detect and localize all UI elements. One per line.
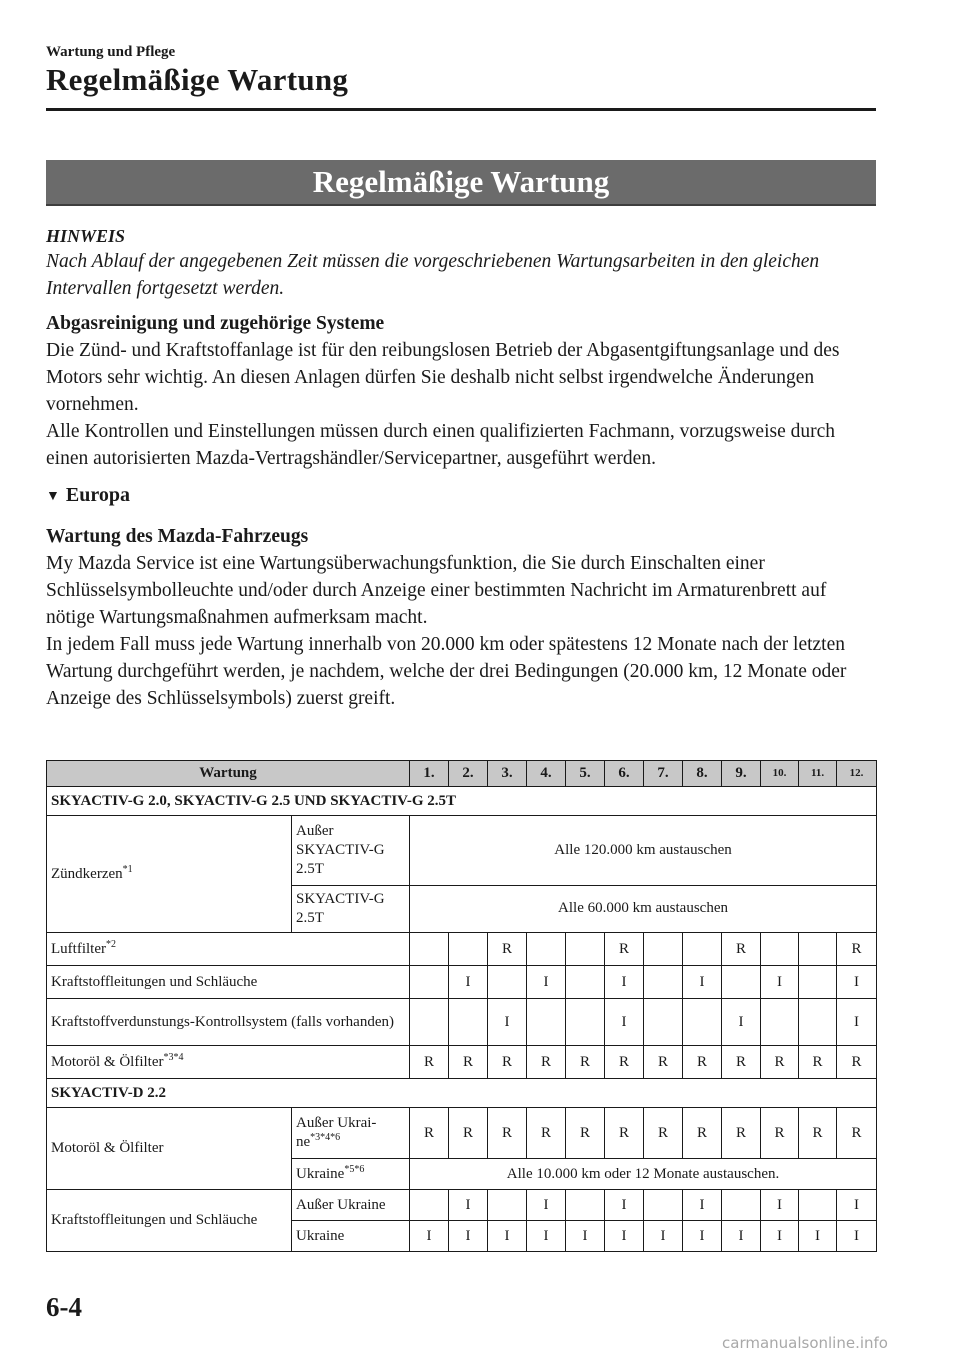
table-cell xyxy=(644,933,683,966)
table-cell xyxy=(410,966,449,999)
table-cell: R xyxy=(449,1046,488,1079)
triangle-down-icon: ▼ xyxy=(46,489,60,504)
table-cell: R xyxy=(527,1108,566,1159)
table-cell: R xyxy=(761,1108,799,1159)
region-label: Europa xyxy=(65,484,130,506)
table-cell: R xyxy=(761,1046,799,1079)
maintenance-table xyxy=(46,760,877,1252)
table-row xyxy=(47,999,877,1046)
footnote-ref: *3*4 xyxy=(163,1051,184,1063)
table-cell: I xyxy=(410,1221,449,1252)
table-cell xyxy=(566,999,605,1046)
footnote-ref: *2 xyxy=(105,938,116,950)
table-cell: I xyxy=(722,1221,761,1252)
table-cell xyxy=(799,1190,837,1221)
table-cell xyxy=(410,933,449,966)
service-heading: Wartung des Mazda-Fahrzeugs xyxy=(46,526,309,547)
table-cell: I xyxy=(605,999,644,1046)
table-cell: R xyxy=(527,1046,566,1079)
note-label: HINWEIS xyxy=(46,226,126,246)
table-cell: R xyxy=(837,1108,877,1159)
table-cell xyxy=(566,1190,605,1221)
table-cell: R xyxy=(605,933,644,966)
sub-label: Ukraine$^{*5*6}$ xyxy=(292,1159,410,1190)
service-paragraph-2: In jedem Fall muss jede Wartung innerhalb von 20.000 km oder spätestens 12 Monate nach der letzten Wartung durchgeführt werden, je nachdem, welche der drei Bedingungen (20.000 km, 12 Monate oder Anzeige des Schlüsselsymbols) zuerst greift. xyxy=(46,634,847,709)
table-cell xyxy=(683,999,722,1046)
chapter-banner: Regelmäßige Wartung xyxy=(46,160,876,206)
table-header-row xyxy=(47,761,877,787)
table-cell xyxy=(527,999,566,1046)
table-cell: R xyxy=(644,1108,683,1159)
page-title: Regelmäßige Wartung xyxy=(46,62,349,97)
table-cell: R xyxy=(605,1046,644,1079)
table-cell: I xyxy=(605,1190,644,1221)
table-cell: R xyxy=(683,1108,722,1159)
table-cell: I xyxy=(799,1221,837,1252)
table-cell xyxy=(644,966,683,999)
row-label-spark-plugs: Zündkerzen$^{*1}$ xyxy=(47,816,292,933)
table-cell xyxy=(761,999,799,1046)
table-row xyxy=(47,966,877,999)
interval-header: 9. xyxy=(722,761,761,787)
table-cell xyxy=(449,999,488,1046)
header-wartung: Wartung xyxy=(47,761,410,787)
table-cell: I xyxy=(761,966,799,999)
row-label-engine-oil: Motoröl & Ölfilter$^{*3*4}$ xyxy=(47,1046,410,1079)
interval-header: 10. xyxy=(761,761,799,787)
table-group-row xyxy=(47,787,877,816)
interval-text: Alle 120.000 km austauschen xyxy=(410,816,877,886)
table-cell: I xyxy=(527,1221,566,1252)
table-cell: I xyxy=(527,1190,566,1221)
table-cell: R xyxy=(488,1108,527,1159)
table-cell xyxy=(527,933,566,966)
table-cell xyxy=(566,966,605,999)
interval-header: 2. xyxy=(449,761,488,787)
table-cell: R xyxy=(799,1108,837,1159)
table-cell: R xyxy=(566,1108,605,1159)
table-cell: I xyxy=(683,1190,722,1221)
emission-paragraph-2: Alle Kontrollen und Einstellungen müssen durch einen qualifizierten Fachmann, vorzugsweise durch einen autorisierten Mazda-Vertragshändler/Servicepartner, ausgeführt werden. xyxy=(46,421,835,469)
row-label-engine-oil-diesel: Motoröl & Ölfilter xyxy=(47,1108,292,1190)
table-cell: I xyxy=(449,1190,488,1221)
table-row xyxy=(47,1046,877,1079)
table-cell: R xyxy=(410,1046,449,1079)
group-label-diesel: SKYACTIV-D 2.2 xyxy=(47,1079,877,1108)
table-cell: I xyxy=(683,1221,722,1252)
interval-header: 11. xyxy=(799,761,837,787)
table-cell: R xyxy=(683,1046,722,1079)
interval-header: 7. xyxy=(644,761,683,787)
service-paragraph-1: My Mazda Service ist eine Wartungsüberwachungsfunktion, die Sie durch Einschalten einer Schlüsselsymbolleuchte und/oder durch Anzeige einer bestimmten Nachricht im Armaturenbrett auf nötige Wartungsmaßnahmen aufmerksam macht. xyxy=(46,553,827,628)
table-cell xyxy=(488,1190,527,1221)
table-cell xyxy=(566,933,605,966)
interval-text: Alle 10.000 km oder 12 Monate austauschen. xyxy=(410,1159,877,1190)
row-label-air-filter: Luftfilter$^{*2}$ xyxy=(47,933,410,966)
table-cell xyxy=(410,999,449,1046)
footnote-ref: *3*4*6 xyxy=(310,1132,341,1143)
table-cell: R xyxy=(837,1046,877,1079)
region-heading xyxy=(46,482,876,511)
group-label-gasoline: SKYACTIV-G 2.0, SKYACTIV-G 2.5 UND SKYACTIV-G 2.5T xyxy=(47,787,877,816)
table-cell: R xyxy=(566,1046,605,1079)
interval-header: 8. xyxy=(683,761,722,787)
table-cell: I xyxy=(566,1221,605,1252)
interval-header: 6. xyxy=(605,761,644,787)
table-row xyxy=(47,816,877,886)
table-cell xyxy=(799,999,837,1046)
main-content xyxy=(46,224,876,712)
table-cell: R xyxy=(722,1046,761,1079)
footnote-ref: *1 xyxy=(122,863,133,875)
table-cell: I xyxy=(605,1221,644,1252)
footnote-ref: *5*6 xyxy=(344,1163,365,1175)
table-cell: I xyxy=(488,999,527,1046)
interval-header: 3. xyxy=(488,761,527,787)
table-cell xyxy=(683,933,722,966)
table-row xyxy=(47,933,877,966)
table-cell: R xyxy=(799,1046,837,1079)
row-label-evap-system: Kraftstoffverdunstungs-Kontrollsystem (falls vorhanden) xyxy=(47,999,410,1046)
table-cell: R xyxy=(722,1108,761,1159)
table-cell xyxy=(488,966,527,999)
sub-label: Außer SKYACTIV-G 2.5T xyxy=(292,816,410,886)
sub-label: Außer Ukraine$^{*3*4*6}$ xyxy=(292,1108,410,1159)
table-cell xyxy=(410,1190,449,1221)
row-label-fuel-lines-diesel: Kraftstoffleitungen und Schläuche xyxy=(47,1190,292,1252)
interval-header: 12. xyxy=(837,761,877,787)
table-cell xyxy=(449,933,488,966)
watermark: carmanualsonline.info xyxy=(722,1334,888,1352)
table-cell: I xyxy=(488,1221,527,1252)
interval-header: 5. xyxy=(566,761,605,787)
header-divider xyxy=(46,108,876,111)
table-cell: I xyxy=(644,1221,683,1252)
table-row xyxy=(47,1190,877,1221)
page-number: 6-4 xyxy=(46,1292,82,1322)
table-cell: R xyxy=(410,1108,449,1159)
sub-label: Außer Ukraine xyxy=(292,1190,410,1221)
table-cell xyxy=(644,999,683,1046)
table-cell: R xyxy=(449,1108,488,1159)
table-cell xyxy=(799,933,837,966)
table-cell xyxy=(799,966,837,999)
table-cell: R xyxy=(605,1108,644,1159)
sub-label: Ukraine xyxy=(292,1221,410,1252)
table-cell xyxy=(761,933,799,966)
table-cell: R xyxy=(644,1046,683,1079)
table-cell: R xyxy=(488,933,527,966)
sub-label: SKYACTIV-G 2.5T xyxy=(292,885,410,932)
table-group-row xyxy=(47,1079,877,1108)
table-cell: I xyxy=(837,1221,877,1252)
table-cell: I xyxy=(683,966,722,999)
interval-header: 4. xyxy=(527,761,566,787)
emission-paragraph-1: Die Zünd- und Kraftstoffanlage ist für den reibungslosen Betrieb der Abgasentgiftungsanlage und des Motors sehr wichtig. An diesen Anlagen dürfen Sie deshalb nicht selbst irgendwelche Änderungen vornehmen. xyxy=(46,340,840,415)
interval-header: 1. xyxy=(410,761,449,787)
table-cell: I xyxy=(527,966,566,999)
table-cell: I xyxy=(722,999,761,1046)
table-cell xyxy=(722,966,761,999)
table-cell xyxy=(644,1190,683,1221)
interval-text: Alle 60.000 km austauschen xyxy=(410,885,877,932)
table-cell: R xyxy=(837,933,877,966)
table-cell: I xyxy=(761,1221,799,1252)
table-cell: R xyxy=(722,933,761,966)
emission-heading: Abgasreinigung und zugehörige Systeme xyxy=(46,313,385,334)
row-label-fuel-lines: Kraftstoffleitungen und Schläuche xyxy=(47,966,410,999)
table-cell: I xyxy=(449,1221,488,1252)
table-row xyxy=(47,1108,877,1159)
table-cell: I xyxy=(761,1190,799,1221)
table-cell: I xyxy=(605,966,644,999)
table-cell: I xyxy=(837,1190,877,1221)
section-label: Wartung und Pflege xyxy=(46,44,176,60)
table-cell: I xyxy=(837,966,877,999)
note-text: Nach Ablauf der angegebenen Zeit müssen die vorgeschriebenen Wartungsarbeiten in den gleichen Intervallen fortgesetzt werden. xyxy=(46,251,820,299)
table-cell xyxy=(722,1190,761,1221)
table-cell: I xyxy=(449,966,488,999)
table-cell: I xyxy=(837,999,877,1046)
table-cell: R xyxy=(488,1046,527,1079)
